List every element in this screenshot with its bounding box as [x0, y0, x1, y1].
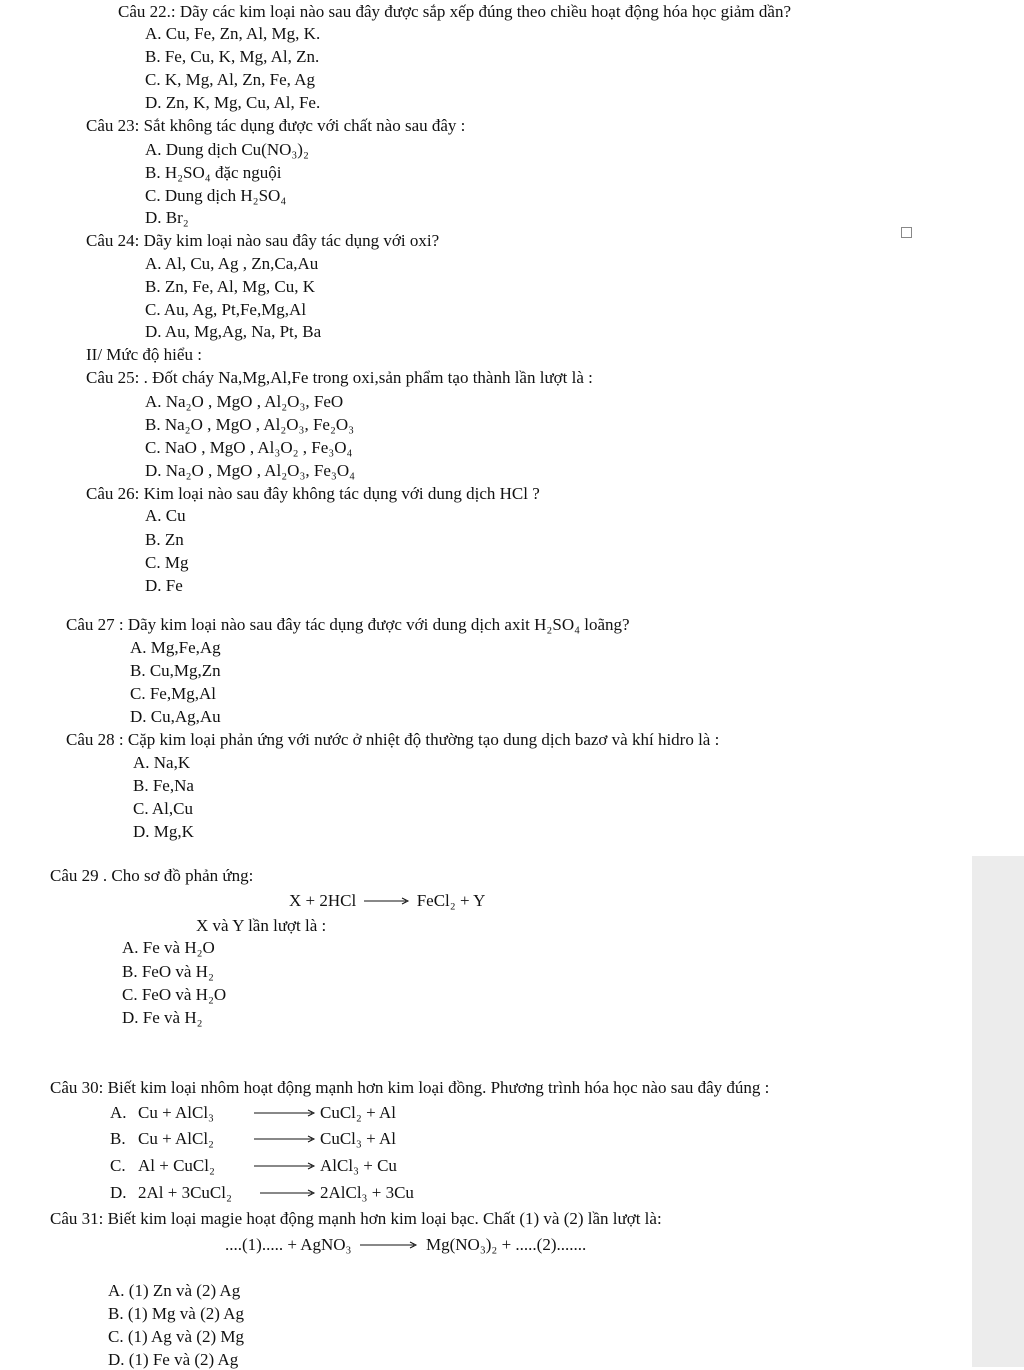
q29-option-d: D. Fe và H₂ — [122, 1008, 203, 1027]
equation-left: 2Al + 3CuCl₂ — [138, 1183, 232, 1202]
q24-option-c: C. Au, Ag, Pt,Fe,Mg,Al — [145, 300, 307, 319]
q27-option-c: C. Fe,Mg,Al — [130, 684, 216, 703]
equation-right: CuCl₂ + Al — [320, 1103, 396, 1122]
q29-prompt: X và Y lần lượt là : — [196, 916, 327, 935]
option-label: D. — [110, 1183, 127, 1202]
option-label: C. — [110, 1156, 126, 1175]
equation-right: AlCl₃ + Cu — [320, 1156, 397, 1175]
reaction-arrow-icon — [250, 1156, 320, 1176]
q28-option-c: C. Al,Cu — [133, 799, 193, 818]
q22-option-a: A. Cu, Fe, Zn, Al, Mg, K. — [145, 24, 321, 43]
question-24-stem: Câu 24: Dãy kim loại nào sau đây tác dụng với oxi? — [86, 231, 440, 250]
q28-option-d: D. Mg,K — [133, 822, 194, 841]
q30-option-a — [110, 1103, 396, 1123]
question-28-stem: Câu 28 : Cặp kim loại phản ứng với nước ở nhiệt độ thường tạo dung dịch bazơ và khí hidro là : — [66, 730, 720, 749]
q22-option-d: D. Zn, K, Mg, Cu, Al, Fe. — [145, 93, 321, 112]
q25-option-c: C. NaO , MgO , Al₃O₂ , Fe₃O₄ — [145, 438, 353, 457]
q31-option-c: C. (1) Ag và (2) Mg — [108, 1327, 244, 1346]
equation-right: CuCl₃ + Al — [320, 1129, 396, 1148]
q23-option-c: C. Dung dịch H₂SO₄ — [145, 186, 287, 205]
equation-left: X + 2HCl — [289, 891, 357, 910]
q29-option-b: B. FeO và H₂ — [122, 962, 214, 981]
equation-left: Cu + AlCl₂ — [138, 1129, 214, 1148]
q30-option-c — [110, 1156, 397, 1176]
question-23-stem: Câu 23: Sắt không tác dụng được với chất nào sau đây : — [86, 116, 466, 135]
section-heading: II/ Mức độ hiểu : — [86, 345, 202, 364]
q24-option-d: D. Au, Mg,Ag, Na, Pt, Ba — [145, 322, 322, 341]
equation-left: ....(1)..... + AgNO₃ — [225, 1235, 352, 1254]
q31-option-d: D. (1) Fe và (2) Ag — [108, 1350, 239, 1369]
q31-option-a: A. (1) Zn và (2) Ag — [108, 1281, 241, 1300]
q26-option-d: D. Fe — [145, 576, 183, 595]
q22-option-c: C. K, Mg, Al, Zn, Fe, Ag — [145, 70, 316, 89]
question-31-stem: Câu 31: Biết kim loại magie hoạt động mạnh hơn kim loại bạc. Chất (1) và (2) lần lượt là: — [50, 1209, 662, 1228]
q27-option-a: A. Mg,Fe,Ag — [130, 638, 221, 657]
q27-option-b: B. Cu,Mg,Zn — [130, 661, 221, 680]
question-26-stem: Câu 26: Kim loại nào sau đây không tác dụng với dung dịch HCl ? — [86, 484, 540, 503]
q25-option-a: A. Na₂O , MgO , Al₂O₃, FeO — [145, 392, 344, 411]
q29-equation — [289, 891, 485, 911]
q30-option-d — [110, 1183, 414, 1203]
option-label: B. — [110, 1129, 126, 1148]
reaction-arrow-icon — [356, 1235, 422, 1255]
q26-option-c: C. Mg — [145, 553, 189, 572]
q27-option-d: D. Cu,Ag,Au — [130, 707, 221, 726]
equation-right: 2AlCl₃ + 3Cu — [320, 1183, 414, 1202]
checkbox-icon[interactable] — [901, 227, 912, 238]
q31-option-b: B. (1) Mg và (2) Ag — [108, 1304, 244, 1323]
q29-option-a: A. Fe và H₂O — [122, 938, 215, 957]
q23-option-d: D. Br₂ — [145, 208, 189, 227]
q30-option-b — [110, 1129, 396, 1149]
q22-option-b: B. Fe, Cu, K, Mg, Al, Zn. — [145, 47, 320, 66]
equation-left: Al + CuCl₂ — [138, 1156, 215, 1175]
reaction-arrow-icon — [250, 1129, 320, 1149]
q26-option-b: B. Zn — [145, 530, 184, 549]
question-30-stem: Câu 30: Biết kim loại nhôm hoạt động mạnh hơn kim loại đồng. Phương trình hóa học nào sau đây đúng : — [50, 1078, 770, 1097]
q28-option-a: A. Na,K — [133, 753, 191, 772]
q24-option-a: A. Al, Cu, Ag , Zn,Ca,Au — [145, 254, 319, 273]
reaction-arrow-icon — [360, 891, 412, 911]
reaction-arrow-icon — [250, 1103, 320, 1123]
q25-option-b: B. Na₂O , MgO , Al₂O₃, Fe₂O₃ — [145, 415, 355, 434]
q28-option-b: B. Fe,Na — [133, 776, 194, 795]
q23-option-b: B. H₂SO₄ đặc nguội — [145, 163, 282, 182]
question-25-stem: Câu 25: . Đốt cháy Na,Mg,Al,Fe trong oxi,sản phẩm tạo thành lần lượt là : — [86, 368, 593, 387]
q26-option-a: A. Cu — [145, 506, 186, 525]
q29-option-c: C. FeO và H₂O — [122, 985, 227, 1004]
equation-right: Mg(NO₃)₂ + .....(2)....... — [425, 1235, 587, 1254]
q25-option-d: D. Na₂O , MgO , Al₂O₃, Fe₃O₄ — [145, 461, 356, 480]
question-22-stem: Câu 22.: Dãy các kim loại nào sau đây được sắp xếp đúng theo chiều hoạt động hóa học giảm dần? — [118, 2, 791, 21]
q23-option-a: A. Dung dịch Cu(NO₃)₂ — [145, 140, 309, 159]
q31-equation — [225, 1235, 586, 1255]
reaction-arrow-icon — [256, 1183, 320, 1203]
equation-left: Cu + AlCl₃ — [138, 1103, 214, 1122]
question-29-stem: Câu 29 . Cho sơ đồ phản ứng: — [50, 866, 254, 885]
right-scroll-panel — [972, 856, 1024, 1367]
q24-option-b: B. Zn, Fe, Al, Mg, Cu, K — [145, 277, 316, 296]
question-27-stem: Câu 27 : Dãy kim loại nào sau đây tác dụng được với dung dịch axit H₂SO₄ loãng? — [66, 615, 630, 634]
equation-right: FeCl₂ + Y — [416, 891, 486, 910]
option-label: A. — [110, 1103, 127, 1122]
